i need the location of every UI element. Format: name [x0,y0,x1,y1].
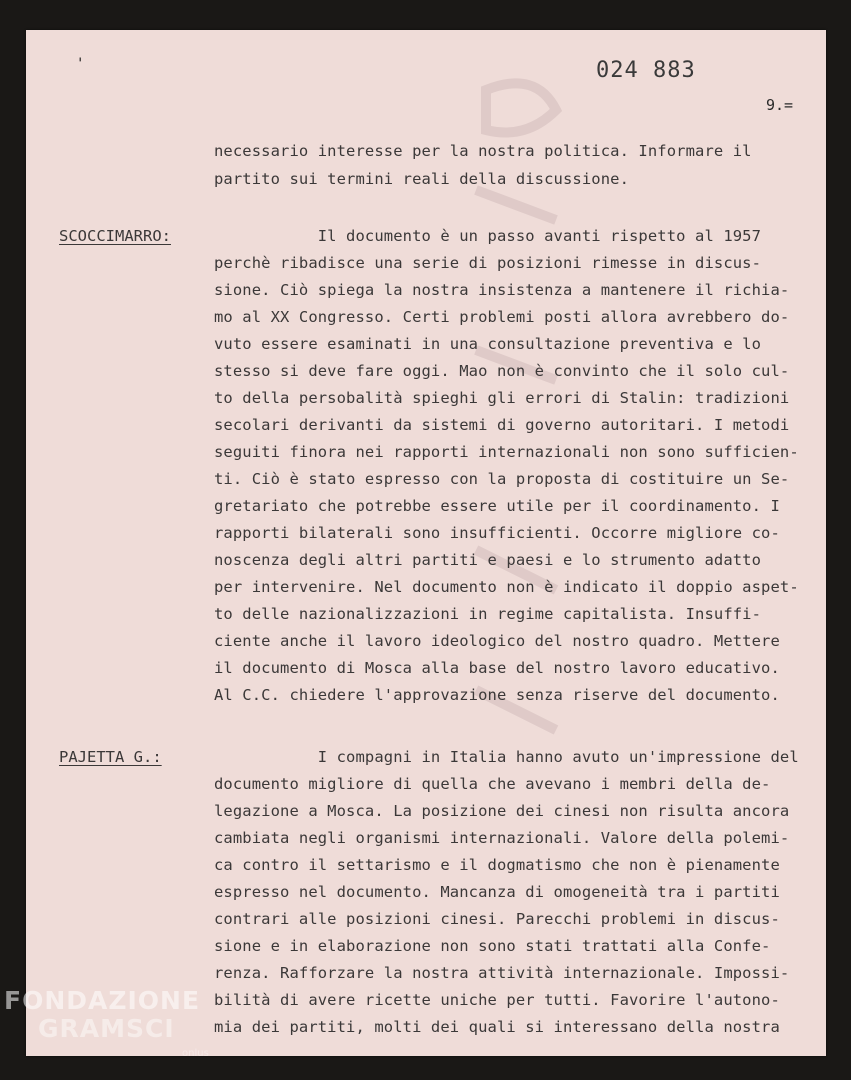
text-line: contrari alle posizioni cinesi. Parecchi problemi in discus- [214,910,780,928]
text-line: I compagni in Italia hanno avuto un'impressione del [214,748,799,766]
text-line: necessario interesse per la nostra politica. Informare il [214,142,752,160]
text-line: documento migliore di quella che avevano i membri della de- [214,775,771,793]
text-line: to delle nazionalizzazioni in regime capitalista. Insuffi- [214,605,762,623]
text-line: partito sui termini reali della discussione. [214,170,629,188]
text-line: sione e in elaborazione non sono stati trattati alla Confe- [214,937,771,955]
text-line: mia dei partiti, molti dei quali si interessano della nostra [214,1018,780,1036]
text-line: seguiti finora nei rapporti internazionali non sono sufficien- [214,443,799,461]
text-line: sione. Ciò spiega la nostra insistenza a mantenere il richia- [214,281,790,299]
text-line: stesso si deve fare oggi. Mao non è convinto che il solo cul- [214,362,790,380]
text-line: bilità di avere ricette uniche per tutti. Favorire l'autono- [214,991,780,1009]
text-line: Al C.C. chiedere l'approvazione senza riserve del documento. [214,686,780,704]
watermark-logo-line3: onlus [182,1048,209,1059]
document-page [26,30,826,1056]
text-line: espresso nel documento. Mancanza di omogeneità tra i partiti [214,883,780,901]
text-line: cambiata negli organismi internazionali. Valore della polemi- [214,829,790,847]
text-line: ti. Ciò è stato espresso con la proposta di costituire un Se- [214,470,790,488]
document-number: 024 883 [596,58,696,83]
text-line: to della persobalità spieghi gli errori di Stalin: tradizioni [214,389,790,407]
text-line: ciente anche il lavoro ideologico del nostro quadro. Mettere [214,632,780,650]
speaker-label-pajetta: PAJETTA G.: [59,748,162,766]
page-number: 9.= [766,96,794,114]
text-line: gretariato che potrebbe essere utile per il coordinamento. I [214,497,780,515]
text-line: il documento di Mosca alla base del nostro lavoro educativo. [214,659,780,677]
text-line: per intervenire. Nel documento non è indicato il doppio aspet- [214,578,799,596]
margin-mark: ' [76,56,85,72]
text-line: ca contro il settarismo e il dogmatismo che non è pienamente [214,856,780,874]
text-line: perchè ribadisce una serie di posizioni rimesse in discus- [214,254,762,272]
text-line: rapporti bilaterali sono insufficienti. Occorre migliore co- [214,524,780,542]
text-line: legazione a Mosca. La posizione dei cinesi non risulta ancora [214,802,790,820]
text-line: vuto essere esaminati in una consultazione preventiva e lo [214,335,762,353]
text-line: mo al XX Congresso. Certi problemi posti allora avrebbero do- [214,308,790,326]
text-line: renza. Rafforzare la nostra attività internazionale. Impossi- [214,964,790,982]
text-line: Il documento è un passo avanti rispetto al 1957 [214,227,762,245]
text-line: secolari derivanti da sistemi di governo autoritari. I metodi [214,416,790,434]
text-line: noscenza degli altri partiti e paesi e lo strumento adatto [214,551,762,569]
watermark-logo-line1: FONDAZIONE [4,986,201,1015]
speaker-label-scoccimarro: SCOCCIMARRO: [59,227,171,245]
watermark-logo-line2: GRAMSCI [38,1014,175,1043]
